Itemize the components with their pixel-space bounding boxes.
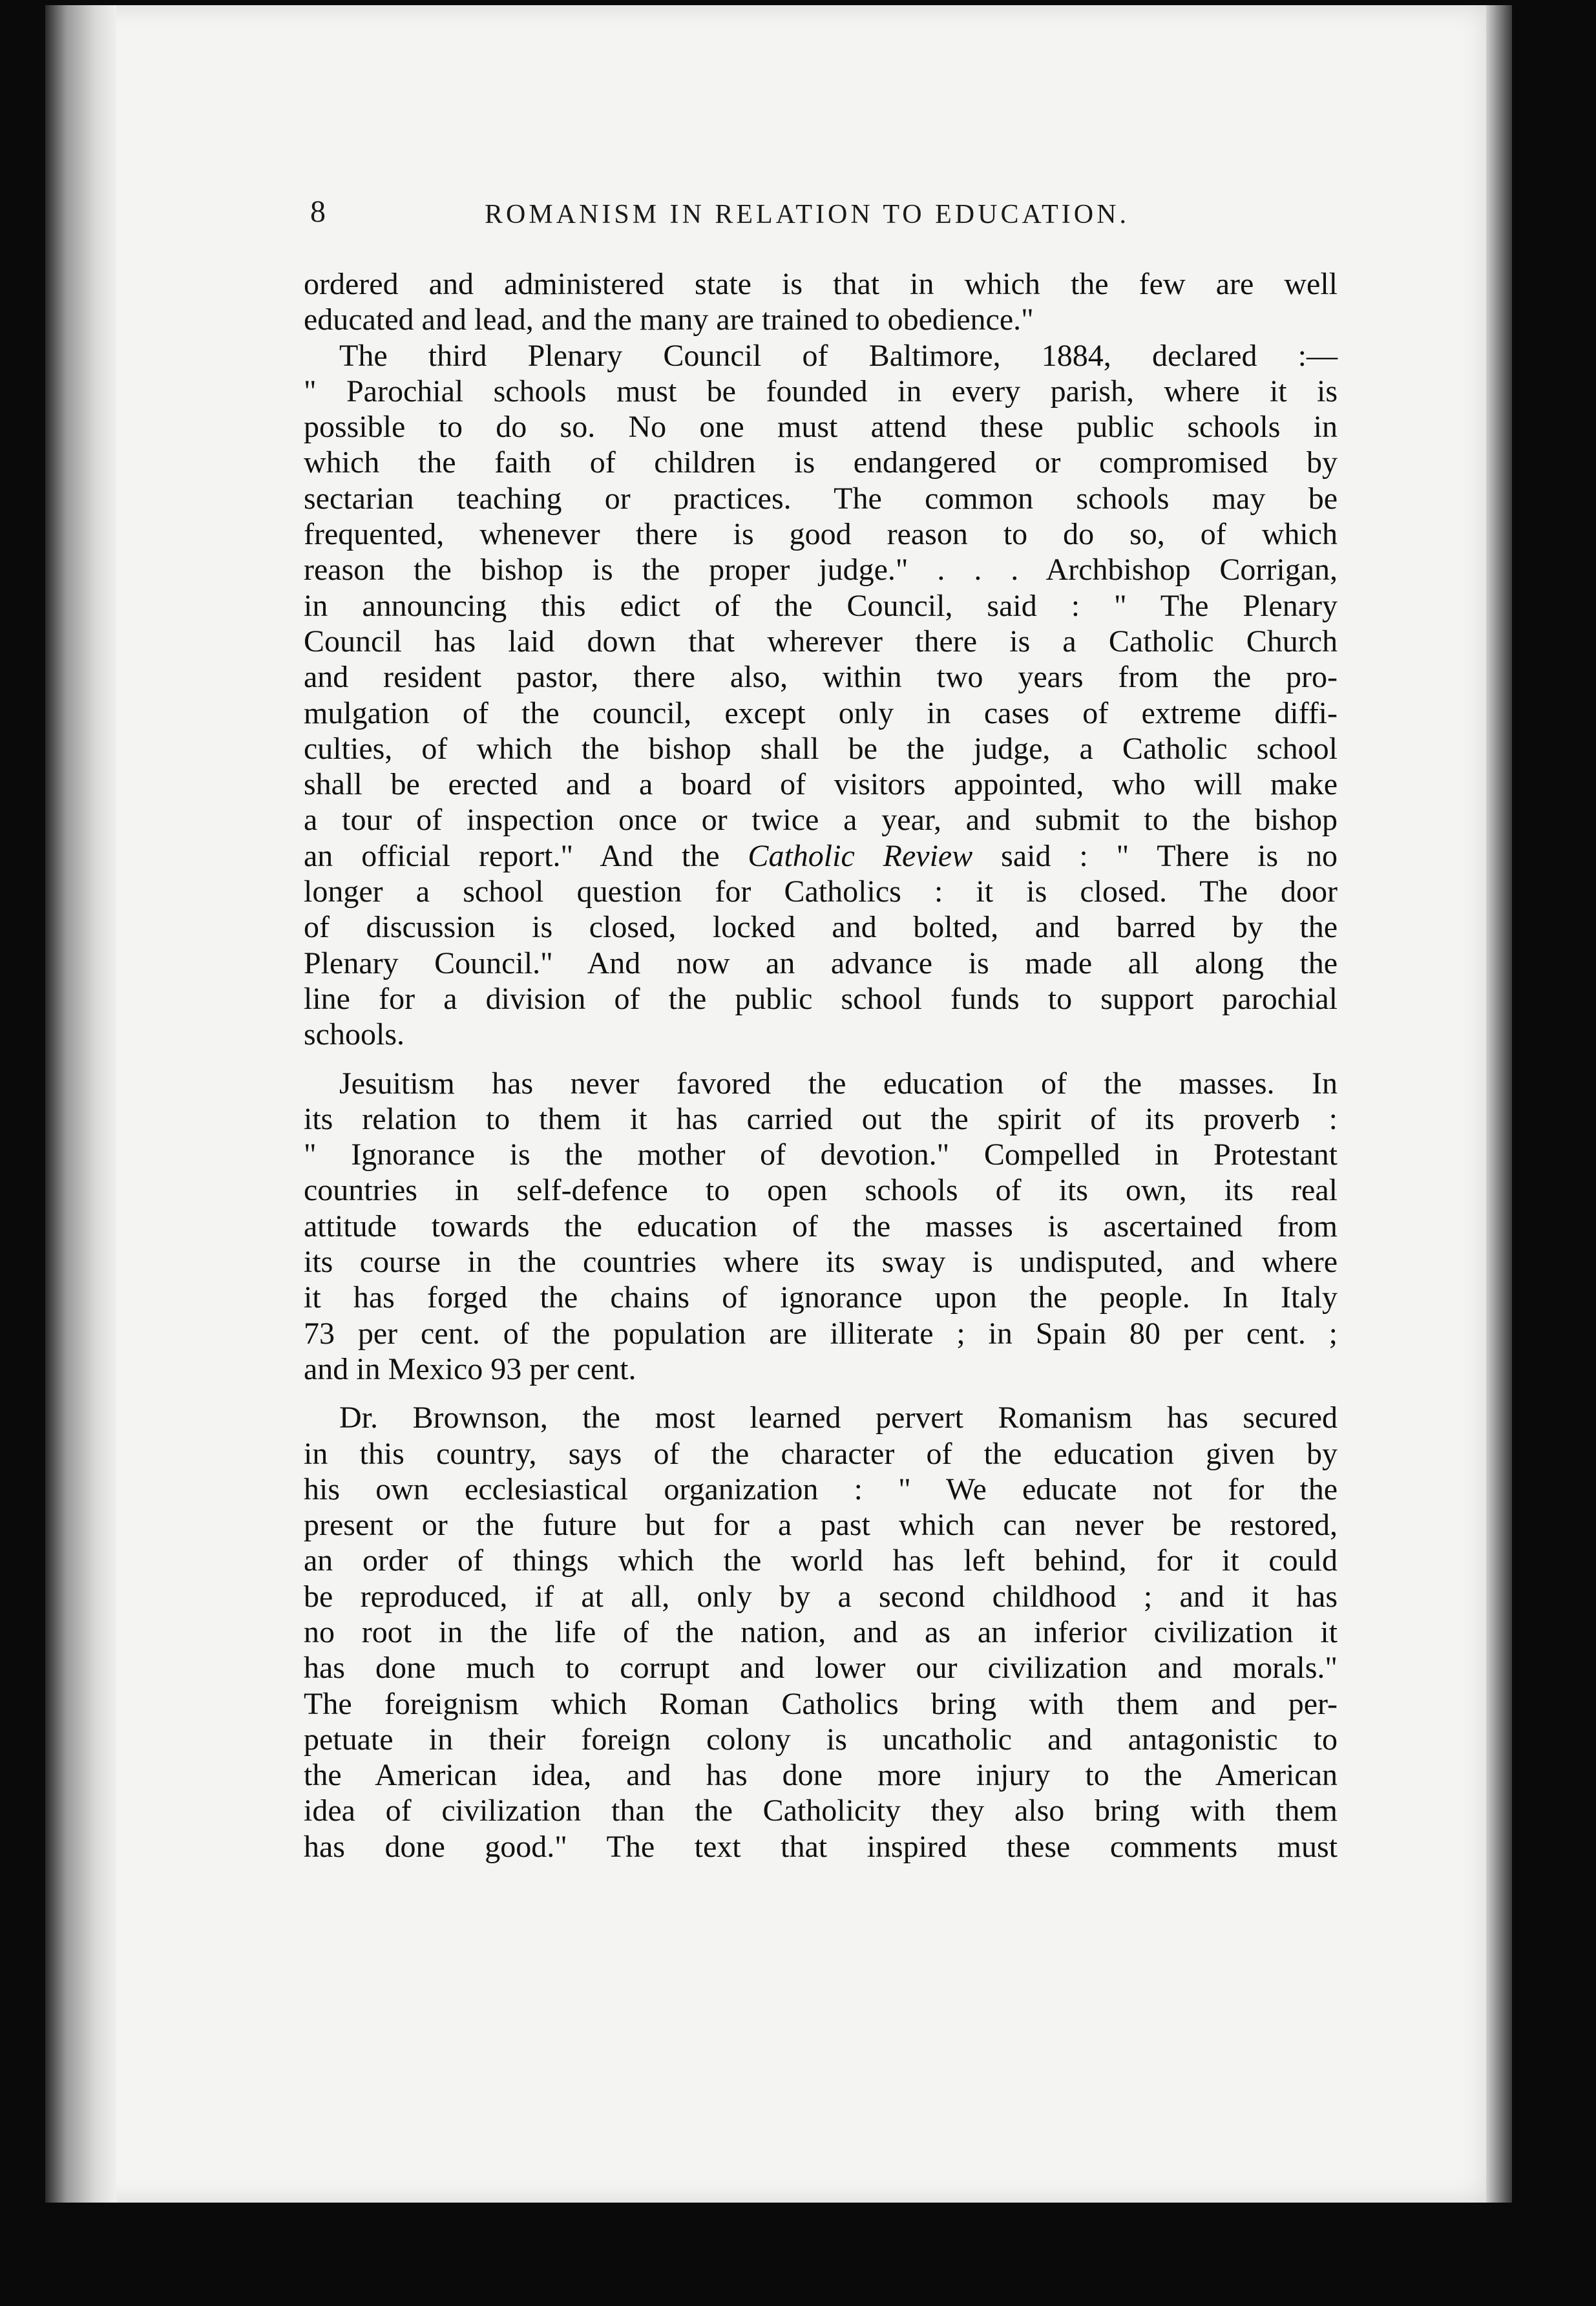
text-line: of discussion is closed, locked and bolted, and barred by the [304, 910, 1338, 945]
running-head [310, 194, 1208, 239]
text-line: schools. [304, 1017, 404, 1052]
text-line: no root in the life of the nation, and as an inferior civilization it [304, 1614, 1338, 1649]
text-line: " Parochial schools must be founded in every parish, where it is [304, 374, 1338, 408]
text-line: its course in the countries where its sway is undisputed, and where [304, 1245, 1338, 1280]
text-line: idea of civilization than the Catholicity they also bring with them [304, 1793, 1338, 1828]
text-line: Jesuitism has never favored the education of the masses. In [339, 1066, 1338, 1101]
running-title: ROMANISM IN RELATION TO EDUCATION. [485, 200, 1129, 229]
text-line: countries in self-defence to open schools of its own, its real [304, 1173, 1338, 1208]
text-line: The foreignism which Roman Catholics bring with them and per- [304, 1686, 1338, 1721]
text-line: culties, of which the bishop shall be the judge, a Catholic school [304, 731, 1338, 766]
text-line: longer a school question for Catholics : it is closed. The door [304, 874, 1338, 909]
text-line: its relation to them it has carried out the spirit of its proverb : [304, 1101, 1338, 1136]
text-line: it has forged the chains of ignorance upon the people. In Italy [304, 1280, 1338, 1315]
text-line: a tour of inspection once or twice a year, and submit to the bishop [304, 803, 1338, 838]
text-line: and in Mexico 93 per cent. [304, 1351, 636, 1386]
text-line: shall be erected and a board of visitors appointed, who will make [304, 767, 1338, 802]
text-fragment: an official report." And the [304, 838, 748, 873]
text-fragment: said : " There is no [972, 838, 1338, 873]
text-line: attitude towards the education of the masses is ascertained from [304, 1209, 1338, 1243]
text-line: " Ignorance is the mother of devotion." Compelled in Protestant [304, 1137, 1338, 1172]
text-line: an order of things which the world has left behind, for it could [304, 1543, 1338, 1578]
text-line: Plenary Council." And now an advance is made all along the [304, 946, 1338, 980]
text-line: 73 per cent. of the population are illiterate ; in Spain 80 per cent. ; [304, 1316, 1338, 1351]
page-number: 8 [310, 195, 326, 229]
text-line: reason the bishop is the proper judge." . . . Archbishop Corrigan, [304, 553, 1338, 587]
text-line: the American idea, and has done more injury to the American [304, 1758, 1338, 1793]
text-line: The third Plenary Council of Baltimore, 1884, declared :— [339, 338, 1338, 373]
text-line: has done much to corrupt and lower our civilization and morals." [304, 1651, 1338, 1686]
text-line: which the faith of children is endangered or compromised by [304, 445, 1338, 480]
book-spine-shadow [45, 5, 116, 2203]
text-line: petuate in their foreign colony is uncatholic and antagonistic to [304, 1722, 1338, 1757]
text-line: has done good." The text that inspired these comments must [304, 1829, 1338, 1864]
text-line: line for a division of the public school funds to support parochial [304, 981, 1338, 1016]
text-line: possible to do so. No one must attend these public schools in [304, 410, 1338, 445]
text-line: Dr. Brownson, the most learned pervert Romanism has secured [339, 1401, 1338, 1435]
body-text [304, 266, 1338, 1865]
text-line: present or the future but for a past which can never be restored, [304, 1508, 1338, 1543]
page-edge-shadow [1486, 5, 1512, 2203]
text-line: and resident pastor, there also, within two years from the pro- [304, 660, 1338, 695]
text-line: in this country, says of the character of the education given by [304, 1436, 1338, 1471]
text-line: in announcing this edict of the Council, said : " The Plenary [304, 588, 1338, 623]
text-line: ordered and administered state is that in which the few are well [304, 267, 1338, 301]
text-line: educated and lead, and the many are trained to obedience." [304, 302, 1034, 337]
text-line: sectarian teaching or practices. The common schools may be [304, 481, 1338, 516]
text-line [304, 838, 1338, 874]
text-line: Council has laid down that wherever there is a Catholic Church [304, 624, 1338, 659]
text-line: mulgation of the council, except only in cases of extreme diffi- [304, 695, 1338, 730]
text-line: his own ecclesiastical organization : " We educate not for the [304, 1472, 1338, 1507]
publication-title: Catholic Review [748, 838, 973, 873]
text-line: be reproduced, if at all, only by a second childhood ; and it has [304, 1579, 1338, 1614]
text-line: frequented, whenever there is good reason to do so, of which [304, 517, 1338, 552]
